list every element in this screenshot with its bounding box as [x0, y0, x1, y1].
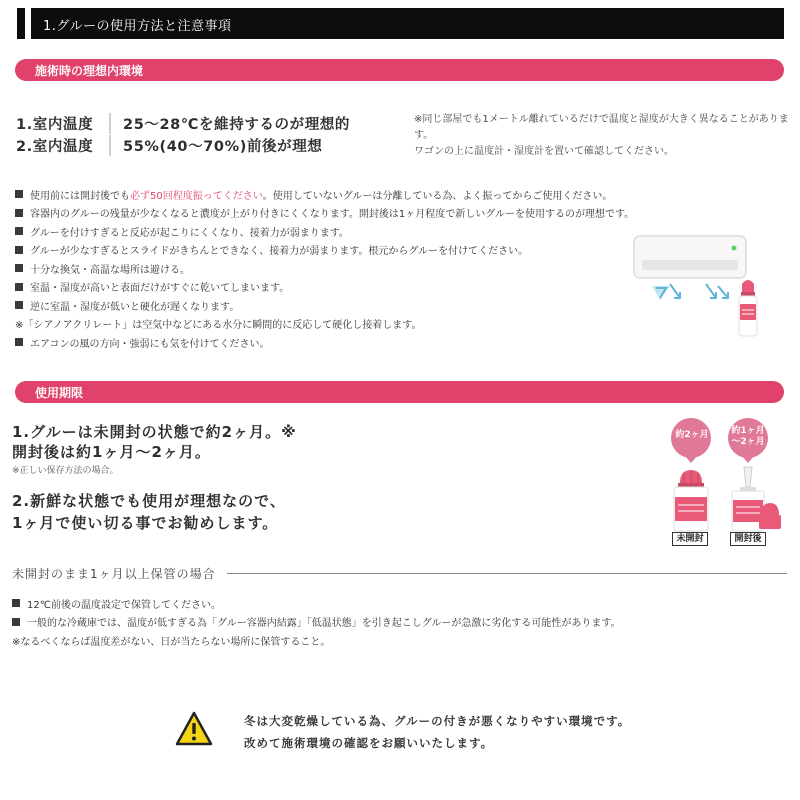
list-item: グルーが少なすぎるとスライドがきちんとできなく、接着力が弱まります。根元からグルーを付けてください。 [15, 241, 655, 260]
ideal-humidity-line: 2.室内温度 55%(40〜70%)前後が理想 [16, 135, 322, 156]
list-item: 容器内のグルーの残量が少なくなると濃度が上がり付きにくくなります。開封後は1ヶ月程度で新しいグルーを使用するのが理想です。 [15, 204, 655, 223]
list-item: 逆に室温・湿度が低いと硬化が遅くなります。 [15, 296, 655, 315]
section-environment-header [15, 59, 784, 81]
warning-line-2: 改めて施術環境の確認をお願いいたします。 [244, 736, 494, 750]
one-month-text: 1ヶ月で使い切る事でお勧めします。 [12, 514, 279, 532]
opened-label: 開封後 [730, 532, 766, 546]
list-item: 十分な換気・高温な場所は避ける。 [15, 259, 655, 278]
environment-note: ※同じ部屋でも1メートル離れているだけで温度と湿度が大きく異なることがありま す。 ワゴンの上に温度計・湿度計を置いて確認してください。 [414, 114, 789, 157]
section-environment-title: 施術時の理想内環境 [35, 64, 144, 78]
page-title: 1.グルーの使用方法と注意事項 [43, 19, 232, 34]
badge-one-two-months: 約1ヶ月 〜2ヶ月 [731, 426, 765, 447]
fresh-use-text: 2.新鮮な状態でも使用が理想なので、 [12, 492, 286, 510]
expiry-opened-text: 開封後は約1ヶ月〜2ヶ月。 [12, 443, 211, 461]
warning-triangle-icon [175, 711, 213, 747]
list-item: 室温・湿度が高いと表面だけがすぐに乾いてしまいます。 [15, 278, 655, 297]
list-item: 一般的な冷蔵庫では、温度が低すぎる為「グルー容器内結露」「低温状態」を引き起こしグルーが急激に劣化する可能性があります。 [12, 613, 792, 632]
header-accent [25, 8, 31, 39]
expiry-note: ※正しい保存方法の場合。 [12, 466, 119, 476]
storage-list [12, 594, 792, 650]
storage-heading: 未開封のまま1ヶ月以上保管の場合 [12, 567, 216, 581]
list-item: 使用前には開封後でも 必ず50回程度振ってください 。使用していないグルーは分離している為、よく振ってからご使用ください。 [15, 185, 655, 204]
storage-divider [227, 573, 787, 574]
air-conditioner-icon [630, 232, 770, 342]
glue-bottle-icon [739, 280, 757, 336]
badge-two-months: 約2ヶ月 [675, 430, 709, 440]
list-item: グルーを付けすぎると反応が起こりにくくなり、接着力が弱まります。 [15, 222, 655, 241]
warning-line-1: 冬は大変乾燥している為、グルーの付きが悪くなりやすい環境です。 [244, 714, 631, 728]
list-item: エアコンの風の方向・強弱にも気を付けてください。 [15, 333, 655, 352]
section-expiry-title: 使用期限 [35, 386, 84, 400]
ideal-temperature-line: 1.室内温度 25〜28℃を維持するのが理想的 [16, 113, 350, 134]
page-header [17, 8, 784, 39]
list-item: ※なるべくならば温度差がない、日が当たらない場所に保管すること。 [12, 636, 331, 648]
section-expiry-header [15, 381, 784, 403]
usage-bullet-list [15, 185, 655, 352]
expiry-unopened-text: 1.グルーは未開封の状態で約2ヶ月。※ [12, 423, 297, 441]
list-item: 12℃前後の温度設定で保管してください。 [12, 594, 792, 613]
unopened-label: 未開封 [672, 532, 708, 546]
list-item: ※「シアノアクリレート」は空気中などにある水分に瞬間的に反応して硬化し接着します。 [15, 320, 422, 332]
